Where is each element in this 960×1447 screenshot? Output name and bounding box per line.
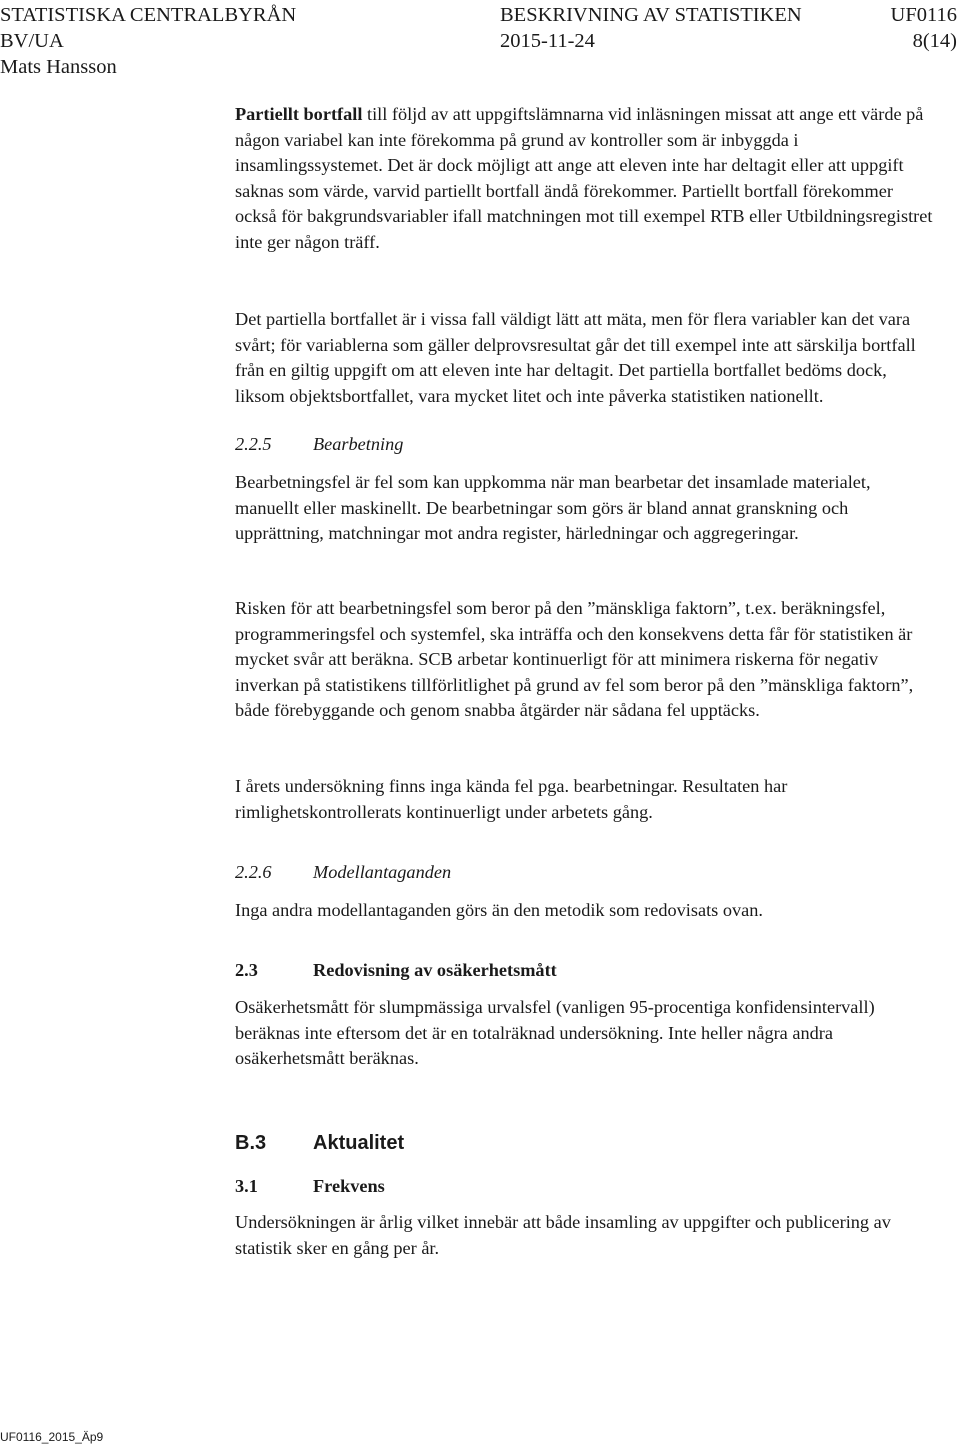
term-partiellt-bortfall: Partiellt bortfall [235, 104, 363, 124]
header-org: STATISTISKA CENTRALBYRÅN [0, 4, 297, 26]
chapter-number-b3: B.3 [235, 1132, 267, 1154]
header-doc-type: BESKRIVNING AV STATISTIKEN [500, 4, 802, 26]
footer-reference: UF0116_2015_Äp9 [0, 1430, 104, 1444]
paragraph-frekvens: Undersökningen är årlig vilket innebär att både insamling av uppgifter och publicering av statistik sker en gång per år. [235, 1212, 891, 1258]
header-date: 2015-11-24 [500, 30, 595, 52]
paragraph-bearbetningsfel: Bearbetningsfel är fel som kan uppkomma när man bearbetar det insamlade materialet, manuellt eller maskinellt. De bearbetningar som görs är bland annat granskning och upprättning, matchningar mot andra register, härledningar och aggregeringar. [235, 472, 871, 544]
section-number-2-2-6: 2.2.6 [235, 862, 272, 882]
section-title-frekvens: Frekvens [313, 1176, 385, 1196]
section-number-2-2-5: 2.2.5 [235, 434, 272, 454]
paragraph-partiella-bortfallet: Det partiella bortfallet är i vissa fall väldigt lätt att mäta, men för flera variabler kan det vara svårt; för variablerna som gäller delprovsresultat går det till exempel inte att särskilja bortfall från en giltig uppgift om att eleven inte har deltagit. Det partiella bortfallet bedöms dock, liksom objektsbortfallet, vara mycket litet och inte påverka statistiken nationellt. [235, 309, 916, 406]
chapter-title-aktualitet: Aktualitet [313, 1132, 405, 1154]
section-number-3-1: 3.1 [235, 1176, 258, 1196]
paragraph-risken: Risken för att bearbetningsfel som beror på den ”mänskliga faktorn”, t.ex. beräkningsfel, programmeringsfel och systemfel, ska inträffa och den konsekvens detta får för statistiken är mycket svår att beräkna. SCB arbetar kontinuerligt för att minimera riskerna för negativ inverkan på statistikens tillförlitlighet på grund av fel som beror på den ”mänskliga faktorn”, både förebyggande och genom snabba åtgärder när sådana fel upptäcks. [235, 598, 914, 721]
paragraph-text: till följd av att uppgiftslämnarna vid inläsningen missat att ange ett värde på någon variabel kan inte förekomma på grund av kontroller som är inbyggda i insamlingssystemet. Det är dock möjligt att ange att eleven inte har deltagit eller att uppgift saknas som värde, varvid partiellt bortfall ändå förekommer. Partiellt bortfall förekommer också för bakgrundsvariabler ifall matchningen mot till exempel RTB eller Utbildningsregistret inte ger någon träff. [235, 104, 933, 252]
header-page-number: 8(14) [912, 30, 957, 52]
paragraph-partiellt-bortfall [235, 102, 935, 256]
paragraph-modellantaganden: Inga andra modellantaganden görs än den metodik som redovisats ovan. [235, 900, 763, 920]
section-title-modellantaganden: Modellantaganden [313, 862, 452, 882]
paragraph-osakerhetsmatt: Osäkerhetsmått för slumpmässiga urvalsfel (vanligen 95-procentiga konfidensintervall) beräknas inte eftersom det är en totalräknad undersökning. Inte heller några andra osäkerhetsmått beräknas. [235, 997, 875, 1069]
header-author: Mats Hansson [0, 56, 117, 78]
section-number-2-3: 2.3 [235, 960, 258, 980]
paragraph-arets-undersokning: I årets undersökning finns inga kända fel pga. bearbetningar. Resultaten har rimlighetskontrollerats kontinuerligt under arbetets gång. [235, 776, 788, 822]
header-code: UF0116 [890, 4, 957, 26]
section-title-osakerhetsmatt: Redovisning av osäkerhetsmått [313, 960, 557, 980]
header-unit: BV/UA [0, 30, 64, 52]
section-title-bearbetning: Bearbetning [313, 434, 404, 454]
